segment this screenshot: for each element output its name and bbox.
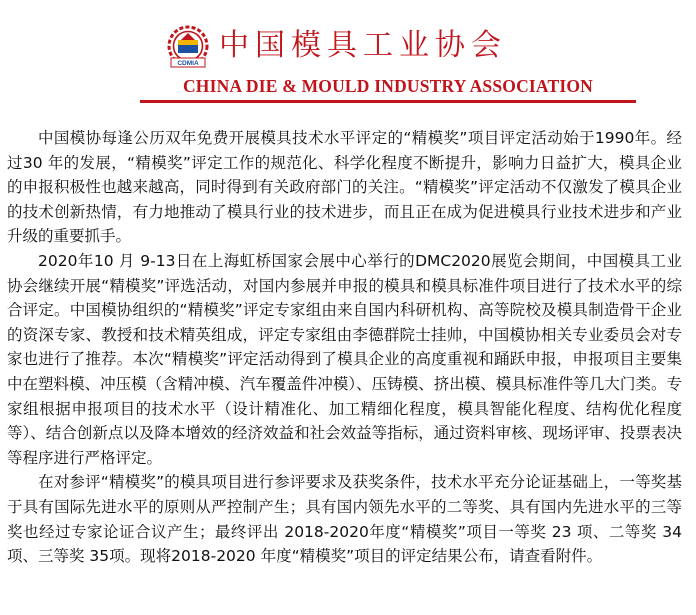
- association-name-en: CHINA DIE & MOULD INDUSTRY ASSOCIATION: [182, 76, 594, 96]
- paragraph-2: 2020年10 月 9-13日在上海虹桥国家会展中心举行的DMC2020展览会期间，中国模具工业协会继续开展“精模奖”评选活动，对国内参展并申报的模具和模具标准件项目进行了技术水平的综合评定。中国模协组织的“精模奖”评定专家组由来自国内科研机构、高等院校及模具制造骨干企业的资深专家、教授和技术精英组成，评定专家组由李德群院士挂帅，中国模协相关专业委员会对专家也进行了推荐。本次“精模奖”评定活动得到了模具企业的高度重视和踊跃申报，申报项目主要集中在塑料模、冲压模（含精冲模、汽车覆盖件冲模）、压铸模、挤出模、模具标准件等几大门类。专家组根据申报项目的技术水平（设计精准化、加工精细化程度，模具智能化程度、结构优化程度等）、结合创新点以及降本增效的经济效益和社会效益等指标，通过资料审核、现场评审、投票表决等程序进行严格评定。: [7, 251, 682, 467]
- logo-text: CDMIA: [177, 60, 199, 67]
- document-body: [7, 126, 682, 569]
- association-name-cn: 中国模具工业协会: [219, 28, 507, 63]
- letterhead-divider: [140, 100, 636, 103]
- cdmia-logo-icon: [163, 24, 213, 72]
- paragraph-3: 在对参评“精模奖”的模具项目进行参评要求及获奖条件，技术水平充分论证基础上，一等奖基于具有国际先进水平的原则从严控制产生；具有国内领先水平的二等奖、具有国内先进水平的三等奖也经过专家论证合议产生；最终评出 2018-2020年度“精模奖”项目一等奖 23 项、二等奖 34项、三等奖 35项。现将2018-2020 年度“精模奖”项目的评定结果公布，请查看附件。: [7, 473, 682, 566]
- paragraph-1: 中国模协每逢公历双年免费开展模具技术水平评定的“精模奖”项目评定活动始于1990年。经过30 年的发展，“精模奖”评定工作的规范化、科学化程度不断提升，影响力日益扩大，模具企业的申报积极性也越来越高，同时得到有关政府部门的关注。“精模奖”评定活动不仅激发了模具企业的技术创新热情，有力地推动了模具行业的技术进步，而且正在成为促进模具行业技术进步和产业升级的重要抓手。: [7, 129, 682, 246]
- letterhead: [0, 0, 696, 108]
